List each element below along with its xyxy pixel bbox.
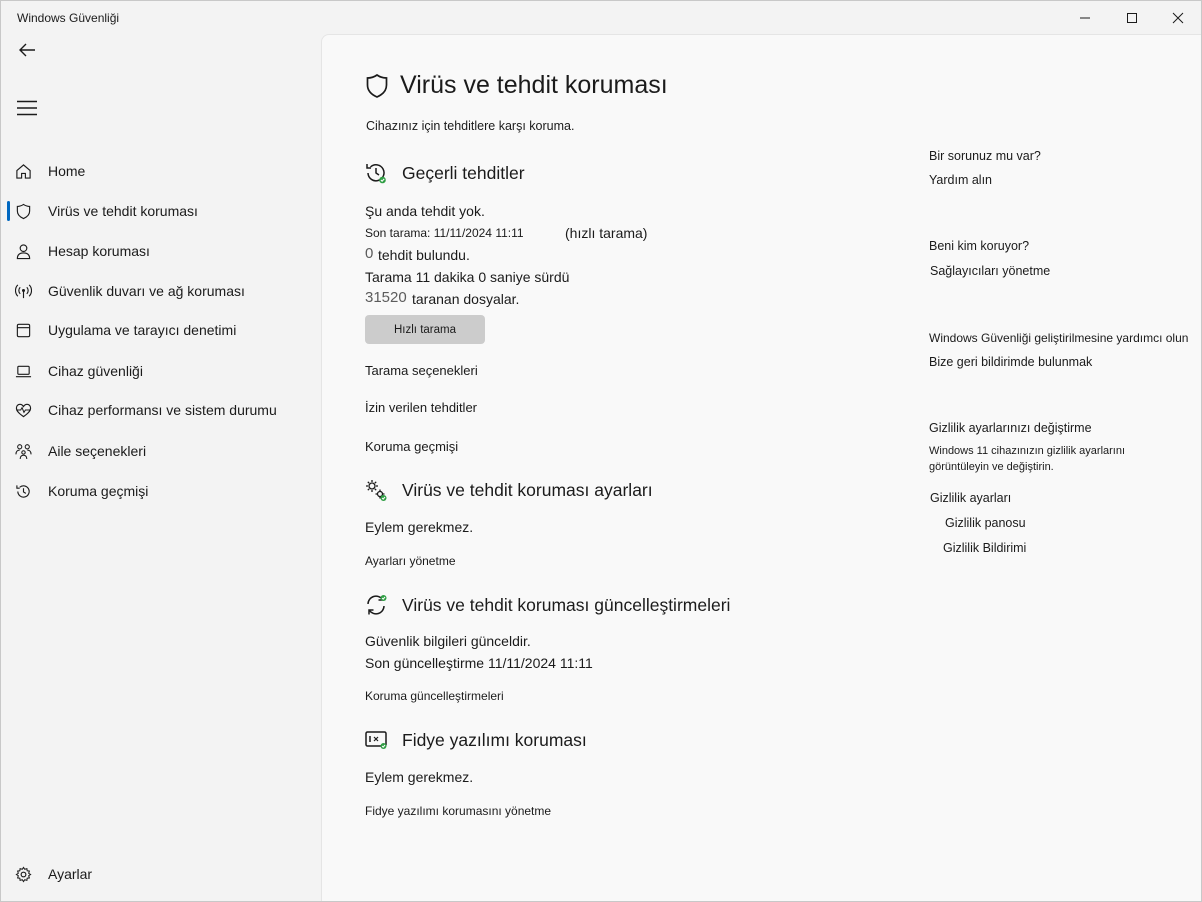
sidebar-item-account-protection[interactable] [5, 233, 317, 269]
privacy-dashboard-link[interactable]: Gizlilik panosu [945, 516, 1026, 530]
sidebar-item-virus-protection[interactable] [5, 193, 317, 229]
page-title: Virüs ve tehdit koruması [400, 71, 668, 99]
maximize-icon [1126, 12, 1138, 24]
sidebar-item-label: Cihaz güvenliği [48, 363, 143, 379]
protection-history-link[interactable]: Koruma geçmişi [365, 439, 459, 454]
section-title: Virüs ve tehdit koruması ayarları [402, 479, 653, 500]
feedback-link[interactable]: Bize geri bildirimde bulunmak [929, 355, 1093, 369]
page-header [364, 71, 668, 100]
updates-status: Güvenlik bilgileri günceldir. [365, 633, 531, 649]
close-icon [1172, 12, 1184, 24]
manage-settings-link[interactable]: Ayarları yönetme [365, 554, 456, 568]
get-help-link[interactable]: Yardım alın [929, 173, 992, 187]
page-subtitle: Cihazınız için tehditlere karşı koruma. [366, 119, 575, 133]
settings-header [364, 478, 653, 502]
sidebar-item-protection-history[interactable] [5, 473, 317, 509]
gear-icon [13, 864, 33, 884]
provider-question: Beni kim koruyor? [929, 239, 1030, 253]
back-arrow-icon [18, 42, 36, 58]
title-bar [1, 1, 1201, 35]
privacy-statement-link[interactable]: Gizlilik Bildirimi [943, 541, 1027, 555]
sidebar-item-settings[interactable] [5, 856, 317, 892]
family-icon [13, 441, 33, 461]
privacy-description: Windows 11 cihazınızın gizlilik ayarlarını görüntüleyin ve değiştirin. [929, 445, 1126, 473]
threat-count-label: tehdit bulundu. [378, 247, 470, 263]
home-icon [13, 161, 33, 181]
refresh-icon [364, 593, 388, 617]
section-title: Fidye yazılımı koruması [402, 729, 587, 750]
scan-type-text: (hızlı tarama) [565, 225, 648, 241]
ransomware-status: Eylem gerekmez. [365, 769, 474, 785]
improve-question: Windows Güvenliği geliştirilmesine yardımcı olun [929, 331, 1189, 345]
app-title: Windows Güvenliği [17, 11, 120, 25]
manage-providers-link[interactable]: Sağlayıcıları yönetme [930, 264, 1051, 278]
allowed-threats-link[interactable]: İzin verilen tehditler [365, 400, 477, 415]
privacy-settings-link[interactable]: Gizlilik ayarları [930, 491, 1012, 505]
threat-status: Şu anda tehdit yok. [365, 203, 485, 219]
manage-ransomware-link[interactable]: Fidye yazılımı korumasını yönetme [365, 804, 552, 818]
help-question: Bir sorunuz mu var? [929, 149, 1041, 163]
sidebar-item-firewall[interactable] [5, 273, 317, 309]
privacy-title: Gizlilik ayarlarınızı değiştirme [929, 421, 1092, 435]
scan-duration: Tarama 11 dakika 0 saniye sürdü [365, 269, 570, 285]
section-title: Virüs ve tehdit koruması güncelleştirmeleri [402, 594, 731, 615]
minimize-icon [1079, 12, 1091, 24]
sidebar-item-label: Koruma geçmişi [48, 483, 149, 499]
last-scan-text: Son tarama: 11/11/2024 11:11 [365, 226, 524, 240]
sidebar-item-family-options[interactable] [5, 433, 317, 469]
heart-pulse-icon [13, 400, 33, 420]
section-title: Geçerli tehditler [402, 162, 525, 183]
person-icon [13, 241, 33, 261]
ransomware-header [364, 728, 587, 752]
ransomware-icon [364, 728, 388, 752]
antenna-icon [13, 281, 33, 301]
sidebar-item-label: Home [48, 163, 86, 179]
last-update-text: Son güncelleştirme 11/11/2024 11:11 [365, 655, 593, 671]
sidebar-item-app-browser-control[interactable] [5, 312, 317, 348]
shield-icon [364, 73, 390, 99]
sidebar-item-label: Virüs ve tehdit koruması [48, 203, 198, 219]
threat-count: 0 [365, 245, 374, 262]
shield-icon [13, 201, 33, 221]
sidebar-item-label: Hesap koruması [48, 243, 150, 259]
scanned-files-label: taranan dosyalar. [412, 291, 520, 307]
minimize-button[interactable] [1062, 1, 1108, 35]
hamburger-icon [17, 100, 37, 116]
scan-options-link[interactable]: Tarama seçenekleri [365, 363, 478, 378]
back-button[interactable] [13, 39, 41, 61]
scanned-files-count: 31520 [365, 289, 407, 306]
sidebar-item-label: Aile seçenekleri [48, 443, 147, 459]
protection-updates-link[interactable]: Koruma güncelleştirmeleri [365, 689, 504, 703]
sidebar-item-label: Ayarlar [48, 866, 93, 882]
hamburger-menu-button[interactable] [13, 97, 41, 119]
history-check-icon [364, 161, 388, 185]
updates-header [364, 593, 730, 617]
settings-status: Eylem gerekmez. [365, 519, 474, 535]
history-icon [13, 481, 33, 501]
quick-scan-button[interactable]: Hızlı tarama [365, 315, 485, 344]
current-threats-header [364, 161, 525, 185]
browser-window-icon [13, 320, 33, 340]
sidebar-item-device-performance[interactable] [5, 392, 317, 428]
main-content [321, 34, 1201, 901]
maximize-button[interactable] [1109, 1, 1155, 35]
sidebar-item-device-security[interactable] [5, 353, 317, 389]
sidebar-item-home[interactable] [5, 153, 317, 189]
gears-icon [364, 478, 388, 502]
close-button[interactable] [1155, 1, 1201, 35]
laptop-icon [13, 361, 33, 381]
sidebar-item-label: Güvenlik duvarı ve ağ koruması [48, 283, 245, 299]
sidebar-item-label: Uygulama ve tarayıcı denetimi [48, 322, 237, 338]
sidebar-item-label: Cihaz performansı ve sistem durumu [48, 402, 277, 418]
